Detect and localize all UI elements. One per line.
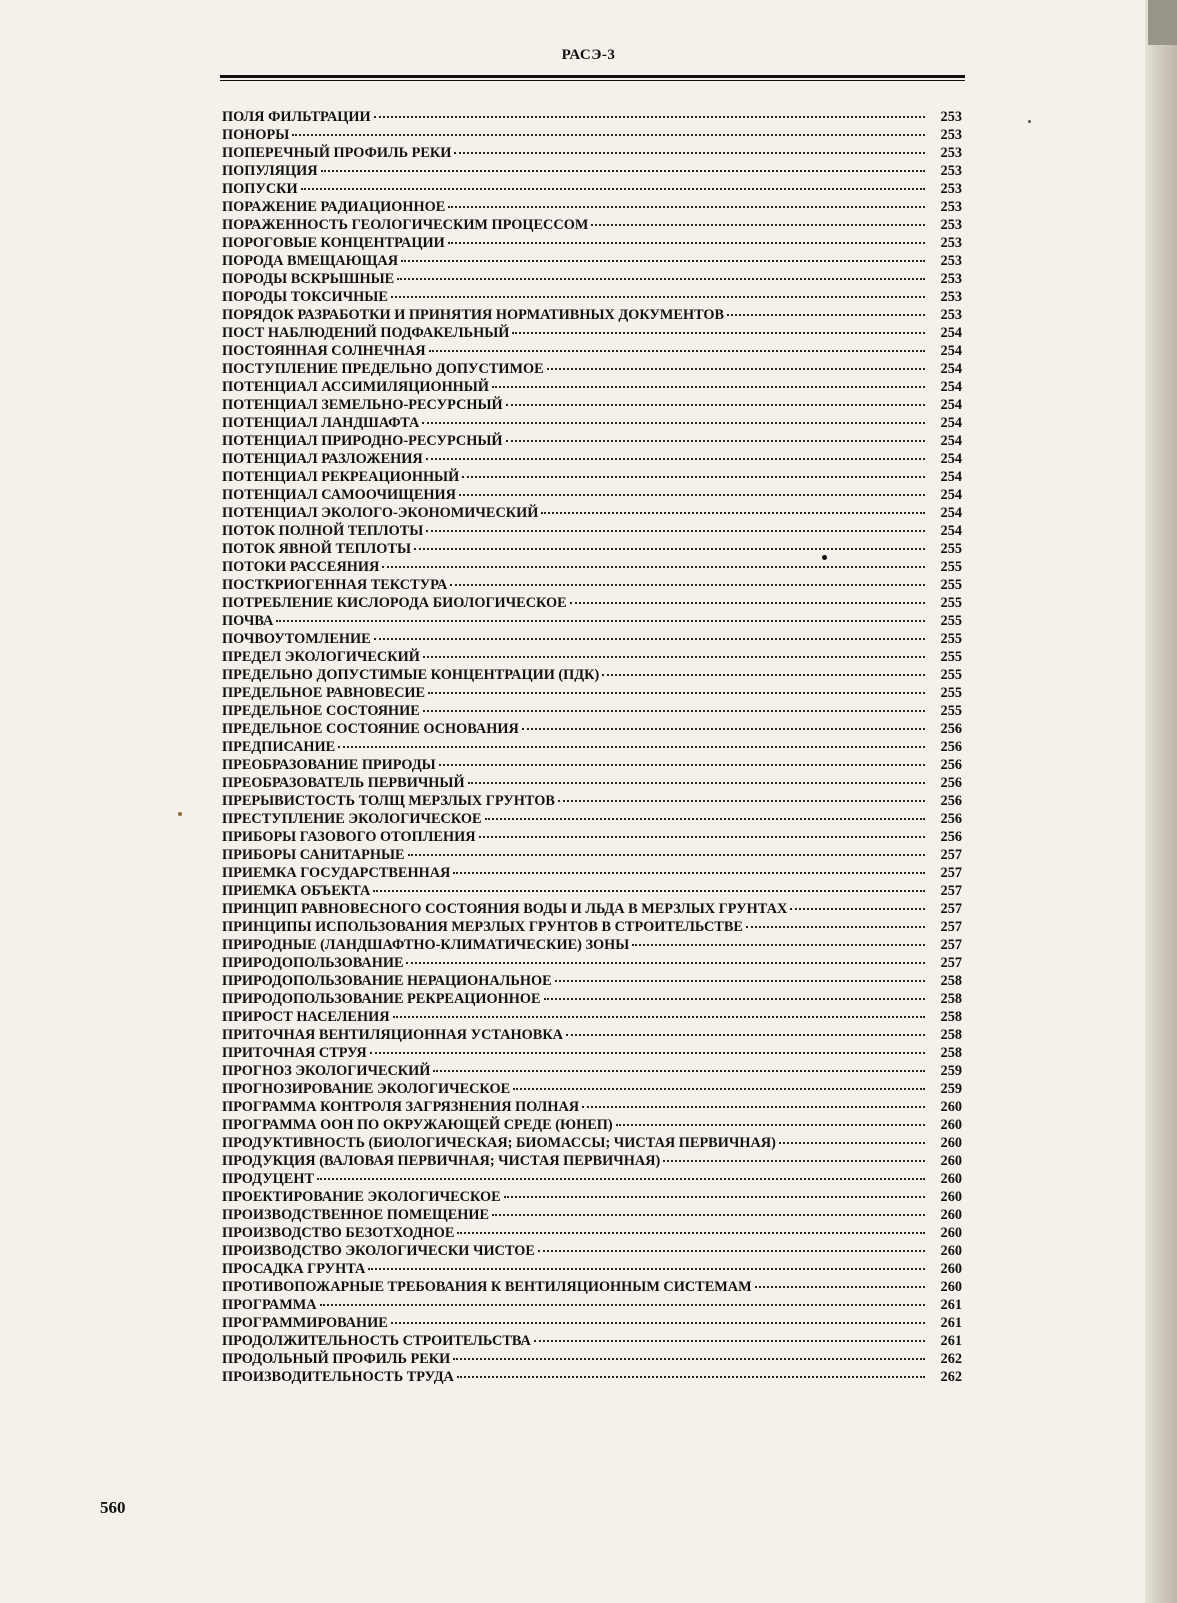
dot-leader [374, 115, 925, 118]
index-term: ПОТЕНЦИАЛ ЭКОЛОГО-ЭКОНОМИЧЕСКИЙ [222, 505, 539, 521]
index-page-number: 256 [940, 793, 962, 809]
index-page-number: 253 [940, 127, 962, 143]
index-term: ПОЧВА [222, 613, 274, 629]
index-page-number: 260 [940, 1117, 962, 1133]
index-entry [222, 450, 962, 468]
index-page-number: 256 [940, 739, 962, 755]
dot-leader [414, 547, 925, 550]
index-term: ПОПЕРЕЧНЫЙ ПРОФИЛЬ РЕКИ [222, 145, 452, 161]
index-term: ПОТЕНЦИАЛ РАЗЛОЖЕНИЯ [222, 451, 423, 467]
dot-leader [506, 403, 925, 406]
index-page-number: 253 [940, 307, 962, 323]
index-page-number: 254 [940, 343, 962, 359]
index-term: ПРОТИВОПОЖАРНЫЕ ТРЕБОВАНИЯ К ВЕНТИЛЯЦИОННЫМ СИСТЕМАМ [222, 1279, 752, 1295]
index-entry [222, 1242, 962, 1260]
index-entry [222, 738, 962, 756]
index-page-number: 257 [940, 955, 962, 971]
index-term: ПРОГНОЗИРОВАНИЕ ЭКОЛОГИЧЕСКОЕ [222, 1081, 511, 1097]
index-entry [222, 234, 962, 252]
dot-leader [439, 763, 925, 766]
index-entry [222, 1368, 962, 1386]
dot-leader [338, 745, 925, 748]
index-term: ПРОДОЛЖИТЕЛЬНОСТЬ СТРОИТЕЛЬСТВА [222, 1333, 531, 1349]
index-entry [222, 576, 962, 594]
index-entry [222, 540, 962, 558]
dot-leader [468, 781, 925, 784]
index-term: ПРОГРАММА КОНТРОЛЯ ЗАГРЯЗНЕНИЯ ПОЛНАЯ [222, 1099, 580, 1115]
index-term: ПРЕСТУПЛЕНИЕ ЭКОЛОГИЧЕСКОЕ [222, 811, 482, 827]
dot-leader [591, 223, 925, 226]
index-term: ПОТРЕБЛЕНИЕ КИСЛОРОДА БИОЛОГИЧЕСКОЕ [222, 595, 567, 611]
index-entry [222, 252, 962, 270]
index-page-number: 255 [940, 541, 962, 557]
index-term: ПРОДУКТИВНОСТЬ (БИОЛОГИЧЕСКАЯ; БИОМАССЫ; ЧИСТАЯ ПЕРВИЧНАЯ) [222, 1135, 776, 1151]
index-entry [222, 216, 962, 234]
index-page-number: 253 [940, 253, 962, 269]
index-entry [222, 180, 962, 198]
index-entry [222, 1008, 962, 1026]
dot-leader [401, 259, 925, 262]
index-page-number: 256 [940, 811, 962, 827]
ink-speck [178, 812, 182, 816]
index-page-number: 255 [940, 685, 962, 701]
index-term: ПРЕДЕЛЬНОЕ СОСТОЯНИЕ [222, 703, 420, 719]
index-entry [222, 126, 962, 144]
dot-leader [727, 313, 925, 316]
dot-leader [746, 925, 925, 928]
index-entry [222, 828, 962, 846]
index-term: ПОРЯДОК РАЗРАБОТКИ И ПРИНЯТИЯ НОРМАТИВНЫХ ДОКУМЕНТОВ [222, 307, 725, 323]
dot-leader [448, 205, 925, 208]
index-term: ПОПУСКИ [222, 181, 298, 197]
page-edge-dark-corner [1148, 0, 1177, 45]
index-entry [222, 774, 962, 792]
index-term: ПОСТУПЛЕНИЕ ПРЕДЕЛЬНО ДОПУСТИМОЕ [222, 361, 544, 377]
index-page-number: 255 [940, 595, 962, 611]
index-term: ПРОДУЦЕНТ [222, 1171, 314, 1187]
index-entry [222, 954, 962, 972]
index-entry [222, 504, 962, 522]
dot-leader [422, 421, 925, 424]
index-term: ПРЕДЕЛ ЭКОЛОГИЧЕСКИЙ [222, 649, 420, 665]
dot-leader [423, 709, 925, 712]
index-page-number: 254 [940, 361, 962, 377]
index-page-number: 262 [940, 1369, 962, 1385]
index-entry [222, 648, 962, 666]
dot-leader [454, 151, 925, 154]
index-page-number: 258 [940, 1045, 962, 1061]
index-term: ПРИРОДОПОЛЬЗОВАНИЕ [222, 955, 404, 971]
running-header: РАСЭ-3 [561, 47, 616, 63]
dot-leader [459, 493, 925, 496]
index-entry [222, 1224, 962, 1242]
index-entry [222, 306, 962, 324]
index-entry [222, 1332, 962, 1350]
index-term: ПОТОК ЯВНОЙ ТЕПЛОТЫ [222, 541, 411, 557]
index-page-number: 258 [940, 1009, 962, 1025]
dot-leader [429, 349, 925, 352]
index-term: ПОСТ НАБЛЮДЕНИЙ ПОДФАКЕЛЬНЫЙ [222, 325, 510, 341]
index-page-number: 253 [940, 109, 962, 125]
dot-leader [320, 1303, 925, 1306]
dot-leader [450, 583, 925, 586]
dot-leader [616, 1123, 925, 1126]
index-page-number: 255 [940, 667, 962, 683]
dot-leader [393, 1015, 925, 1018]
index-entry [222, 360, 962, 378]
dot-leader [382, 565, 925, 568]
index-page-number: 257 [940, 901, 962, 917]
dot-leader [448, 241, 925, 244]
index-entry [222, 108, 962, 126]
index-entry [222, 666, 962, 684]
index-entry [222, 900, 962, 918]
index-term: ПРОИЗВОДСТВО БЕЗОТХОДНОЕ [222, 1225, 455, 1241]
index-term: ПОРОДА ВМЕЩАЮЩАЯ [222, 253, 399, 269]
index-term: ПРИТОЧНАЯ СТРУЯ [222, 1045, 367, 1061]
index-entry [222, 486, 962, 504]
index-entry [222, 756, 962, 774]
index-entry [222, 846, 962, 864]
dot-leader [370, 1051, 925, 1054]
index-page-number: 253 [940, 217, 962, 233]
index-page-number: 257 [940, 937, 962, 953]
index-page-number: 253 [940, 289, 962, 305]
index-page-number: 255 [940, 559, 962, 575]
index-term: ПРИЕМКА ГОСУДАРСТВЕННАЯ [222, 865, 451, 881]
dot-leader [301, 187, 925, 190]
index-page-number: 260 [940, 1135, 962, 1151]
index-term: ПРЕОБРАЗОВАТЕЛЬ ПЕРВИЧНЫЙ [222, 775, 465, 791]
index-term: ПРЕДЕЛЬНОЕ РАВНОВЕСИЕ [222, 685, 426, 701]
index-page-number: 261 [940, 1315, 962, 1331]
index-entry [222, 684, 962, 702]
index-term: ПРИТОЧНАЯ ВЕНТИЛЯЦИОННАЯ УСТАНОВКА [222, 1027, 564, 1043]
dot-leader [790, 907, 925, 910]
dot-leader [663, 1159, 925, 1162]
index-page-number: 254 [940, 379, 962, 395]
dot-leader [462, 475, 925, 478]
index-term: ПРИЕМКА ОБЪЕКТА [222, 883, 371, 899]
index-page-number: 256 [940, 721, 962, 737]
index-entry [222, 468, 962, 486]
index-entry [222, 630, 962, 648]
index-entry [222, 918, 962, 936]
index-entry [222, 1188, 962, 1206]
index-entry [222, 1206, 962, 1224]
index-term: ПОТЕНЦИАЛ ПРИРОДНО-РЕСУРСНЫЙ [222, 433, 503, 449]
index-term: ПРОЕКТИРОВАНИЕ ЭКОЛОГИЧЕСКОЕ [222, 1189, 501, 1205]
index-page-number: 260 [940, 1171, 962, 1187]
index-entry [222, 1260, 962, 1278]
index-page-number: 260 [940, 1261, 962, 1277]
index-term: ПОСТОЯННАЯ СОЛНЕЧНАЯ [222, 343, 426, 359]
index-page-number: 254 [940, 451, 962, 467]
index-entry [222, 342, 962, 360]
index-term: ПОТЕНЦИАЛ РЕКРЕАЦИОННЫЙ [222, 469, 460, 485]
index-page-number: 260 [940, 1153, 962, 1169]
index-list [222, 108, 962, 1386]
index-entry [222, 1026, 962, 1044]
index-entry [222, 198, 962, 216]
index-entry [222, 594, 962, 612]
index-page-number: 254 [940, 433, 962, 449]
index-entry [222, 1080, 962, 1098]
index-page-number: 257 [940, 919, 962, 935]
index-entry [222, 720, 962, 738]
dot-leader [504, 1195, 925, 1198]
ink-speck [822, 555, 827, 560]
index-term: ПОТОК ПОЛНОЙ ТЕПЛОТЫ [222, 523, 424, 539]
index-entry [222, 1278, 962, 1296]
index-page-number: 256 [940, 829, 962, 845]
dot-leader [374, 637, 925, 640]
index-term: ПОТЕНЦИАЛ ЛАНДШАФТА [222, 415, 420, 431]
dot-leader [428, 691, 925, 694]
page-edge-shadow [1145, 0, 1177, 1603]
index-page-number: 260 [940, 1243, 962, 1259]
dot-leader [397, 277, 925, 280]
index-entry [222, 432, 962, 450]
index-term: ПРОИЗВОДИТЕЛЬНОСТЬ ТРУДА [222, 1369, 454, 1385]
index-entry [222, 414, 962, 432]
dot-leader [632, 943, 925, 946]
index-term: ПРИНЦИП РАВНОВЕСНОГО СОСТОЯНИЯ ВОДЫ И ЛЬДА В МЕРЗЛЫХ ГРУНТАХ [222, 901, 788, 917]
dot-leader [513, 1087, 925, 1090]
index-term: ПРИБОРЫ САНИТАРНЫЕ [222, 847, 405, 863]
dot-leader [368, 1267, 925, 1270]
index-page-number: 257 [940, 883, 962, 899]
index-entry [222, 990, 962, 1008]
page-number: 560 [100, 1498, 126, 1517]
dot-leader [492, 385, 925, 388]
dot-leader [479, 835, 925, 838]
index-page-number: 260 [940, 1189, 962, 1205]
index-entry [222, 522, 962, 540]
index-term: ПРИРОСТ НАСЕЛЕНИЯ [222, 1009, 390, 1025]
dot-leader [391, 295, 925, 298]
index-page-number: 254 [940, 397, 962, 413]
dot-leader [602, 673, 925, 676]
index-page-number: 260 [940, 1099, 962, 1115]
index-term: ПОРАЖЕНИЕ РАДИАЦИОННОЕ [222, 199, 446, 215]
index-page-number: 260 [940, 1207, 962, 1223]
index-entry [222, 1098, 962, 1116]
dot-leader [506, 439, 925, 442]
index-page-number: 254 [940, 325, 962, 341]
index-entry [222, 1314, 962, 1332]
index-term: ПОРАЖЕННОСТЬ ГЕОЛОГИЧЕСКИМ ПРОЦЕССОМ [222, 217, 589, 233]
dot-leader [485, 817, 925, 820]
index-entry [222, 792, 962, 810]
index-term: ПРОСАДКА ГРУНТА [222, 1261, 366, 1277]
index-term: ПОТЕНЦИАЛ АССИМИЛЯЦИОННЫЙ [222, 379, 489, 395]
index-page-number: 262 [940, 1351, 962, 1367]
dot-leader [755, 1285, 925, 1288]
index-entry [222, 270, 962, 288]
index-entry [222, 1044, 962, 1062]
index-entry [222, 144, 962, 162]
dot-leader [544, 997, 925, 1000]
index-page-number: 253 [940, 163, 962, 179]
index-entry [222, 324, 962, 342]
index-page-number: 253 [940, 271, 962, 287]
index-term: ПРОИЗВОДСТВЕННОЕ ПОМЕЩЕНИЕ [222, 1207, 490, 1223]
index-term: ПРИРОДОПОЛЬЗОВАНИЕ РЕКРЕАЦИОННОЕ [222, 991, 541, 1007]
dot-leader [321, 169, 925, 172]
index-term: ПРЕРЫВИСТОСТЬ ТОЛЩ МЕРЗЛЫХ ГРУНТОВ [222, 793, 555, 809]
dot-leader [457, 1231, 925, 1234]
dot-leader [453, 1357, 925, 1360]
index-page-number: 256 [940, 775, 962, 791]
dot-leader [408, 853, 925, 856]
index-term: ПРЕДПИСАНИЕ [222, 739, 336, 755]
index-entry [222, 1170, 962, 1188]
index-entry [222, 1152, 962, 1170]
index-term: ПОПУЛЯЦИЯ [222, 163, 318, 179]
index-term: ПРОДОЛЬНЫЙ ПРОФИЛЬ РЕКИ [222, 1351, 451, 1367]
index-term: ПОТЕНЦИАЛ ЗЕМЕЛЬНО-РЕСУРСНЫЙ [222, 397, 503, 413]
index-page-number: 259 [940, 1081, 962, 1097]
index-term: ПРЕДЕЛЬНОЕ СОСТОЯНИЕ ОСНОВАНИЯ [222, 721, 519, 737]
dot-leader [276, 619, 925, 622]
index-term: ПОРОДЫ ВСКРЫШНЫЕ [222, 271, 395, 287]
index-page-number: 258 [940, 991, 962, 1007]
index-entry [222, 1134, 962, 1152]
index-page-number: 254 [940, 505, 962, 521]
index-entry [222, 1350, 962, 1368]
index-page-number: 261 [940, 1297, 962, 1313]
index-term: ПРИНЦИПЫ ИСПОЛЬЗОВАНИЯ МЕРЗЛЫХ ГРУНТОВ В СТРОИТЕЛЬСТВЕ [222, 919, 743, 935]
index-entry [222, 162, 962, 180]
index-entry [222, 558, 962, 576]
header-rule [220, 75, 965, 81]
index-term: ПРОГРАММА [222, 1297, 317, 1313]
index-page-number: 259 [940, 1063, 962, 1079]
dot-leader [426, 529, 925, 532]
index-page-number: 258 [940, 1027, 962, 1043]
index-page-number: 253 [940, 181, 962, 197]
index-page-number: 254 [940, 523, 962, 539]
dot-leader [433, 1069, 925, 1072]
dot-leader [426, 457, 925, 460]
index-page-number: 257 [940, 865, 962, 881]
index-page-number: 254 [940, 487, 962, 503]
index-page-number: 261 [940, 1333, 962, 1349]
index-term: ПОТОКИ РАССЕЯНИЯ [222, 559, 380, 575]
dot-leader [391, 1321, 925, 1324]
index-term: ПРОИЗВОДСТВО ЭКОЛОГИЧЕСКИ ЧИСТОЕ [222, 1243, 535, 1259]
index-entry [222, 864, 962, 882]
index-page-number: 257 [940, 847, 962, 863]
index-page-number: 260 [940, 1225, 962, 1241]
dot-leader [555, 979, 925, 982]
index-page-number: 256 [940, 757, 962, 773]
index-term: ПРЕОБРАЗОВАНИЕ ПРИРОДЫ [222, 757, 436, 773]
index-term: ПРОГРАММИРОВАНИЕ [222, 1315, 388, 1331]
dot-leader [512, 331, 925, 334]
index-term: ПОТЕНЦИАЛ САМООЧИЩЕНИЯ [222, 487, 456, 503]
index-term: ПРОГРАММА ООН ПО ОКРУЖАЮЩЕЙ СРЕДЕ (ЮНЕП) [222, 1117, 613, 1133]
index-entry [222, 936, 962, 954]
dot-leader [566, 1033, 925, 1036]
index-page-number: 253 [940, 145, 962, 161]
dot-leader [522, 727, 925, 730]
dot-leader [534, 1339, 925, 1342]
index-entry [222, 882, 962, 900]
index-entry [222, 1116, 962, 1134]
index-page-number: 254 [940, 469, 962, 485]
dot-leader [547, 367, 925, 370]
dot-leader [558, 799, 925, 802]
index-page-number: 254 [940, 415, 962, 431]
index-page-number: 253 [940, 199, 962, 215]
index-page-number: 255 [940, 649, 962, 665]
index-term: ПОЛЯ ФИЛЬТРАЦИИ [222, 109, 371, 125]
dot-leader [582, 1105, 925, 1108]
index-entry [222, 702, 962, 720]
index-term: ПРИРОДОПОЛЬЗОВАНИЕ НЕРАЦИОНАЛЬНОЕ [222, 973, 552, 989]
dot-leader [538, 1249, 925, 1252]
index-entry [222, 396, 962, 414]
index-entry [222, 972, 962, 990]
index-term: ПРИРОДНЫЕ (ЛАНДШАФТНО-КЛИМАТИЧЕСКИЕ) ЗОНЫ [222, 937, 630, 953]
index-term: ПРИБОРЫ ГАЗОВОГО ОТОПЛЕНИЯ [222, 829, 476, 845]
dot-leader [492, 1213, 925, 1216]
index-term: ПРОДУКЦИЯ (ВАЛОВАЯ ПЕРВИЧНАЯ; ЧИСТАЯ ПЕРВИЧНАЯ) [222, 1153, 661, 1169]
dot-leader [406, 961, 925, 964]
dot-leader [373, 889, 925, 892]
dot-leader [453, 871, 925, 874]
dot-leader [570, 601, 925, 604]
index-entry [222, 288, 962, 306]
index-term: ПОРОГОВЫЕ КОНЦЕНТРАЦИИ [222, 235, 445, 251]
dot-leader [541, 511, 925, 514]
dot-leader [779, 1141, 925, 1144]
index-term: ПОНОРЫ [222, 127, 290, 143]
index-term: ПОСТКРИОГЕННАЯ ТЕКСТУРА [222, 577, 448, 593]
index-entry [222, 1296, 962, 1314]
index-entry [222, 1062, 962, 1080]
dot-leader [317, 1177, 925, 1180]
index-term: ПОРОДЫ ТОКСИЧНЫЕ [222, 289, 388, 305]
index-entry [222, 378, 962, 396]
index-page-number: 255 [940, 703, 962, 719]
index-page-number: 260 [940, 1279, 962, 1295]
index-term: ПРОГНОЗ ЭКОЛОГИЧЕСКИЙ [222, 1063, 431, 1079]
dot-leader [423, 655, 925, 658]
dot-leader [292, 133, 925, 136]
ink-speck [1028, 120, 1031, 123]
index-entry [222, 810, 962, 828]
index-page-number: 255 [940, 631, 962, 647]
index-entry [222, 612, 962, 630]
index-term: ПОЧВОУТОМЛЕНИЕ [222, 631, 371, 647]
dot-leader [457, 1375, 925, 1378]
index-term: ПРЕДЕЛЬНО ДОПУСТИМЫЕ КОНЦЕНТРАЦИИ (ПДК) [222, 667, 600, 683]
index-page-number: 258 [940, 973, 962, 989]
index-page-number: 255 [940, 577, 962, 593]
index-page-number: 253 [940, 235, 962, 251]
index-page-number: 255 [940, 613, 962, 629]
